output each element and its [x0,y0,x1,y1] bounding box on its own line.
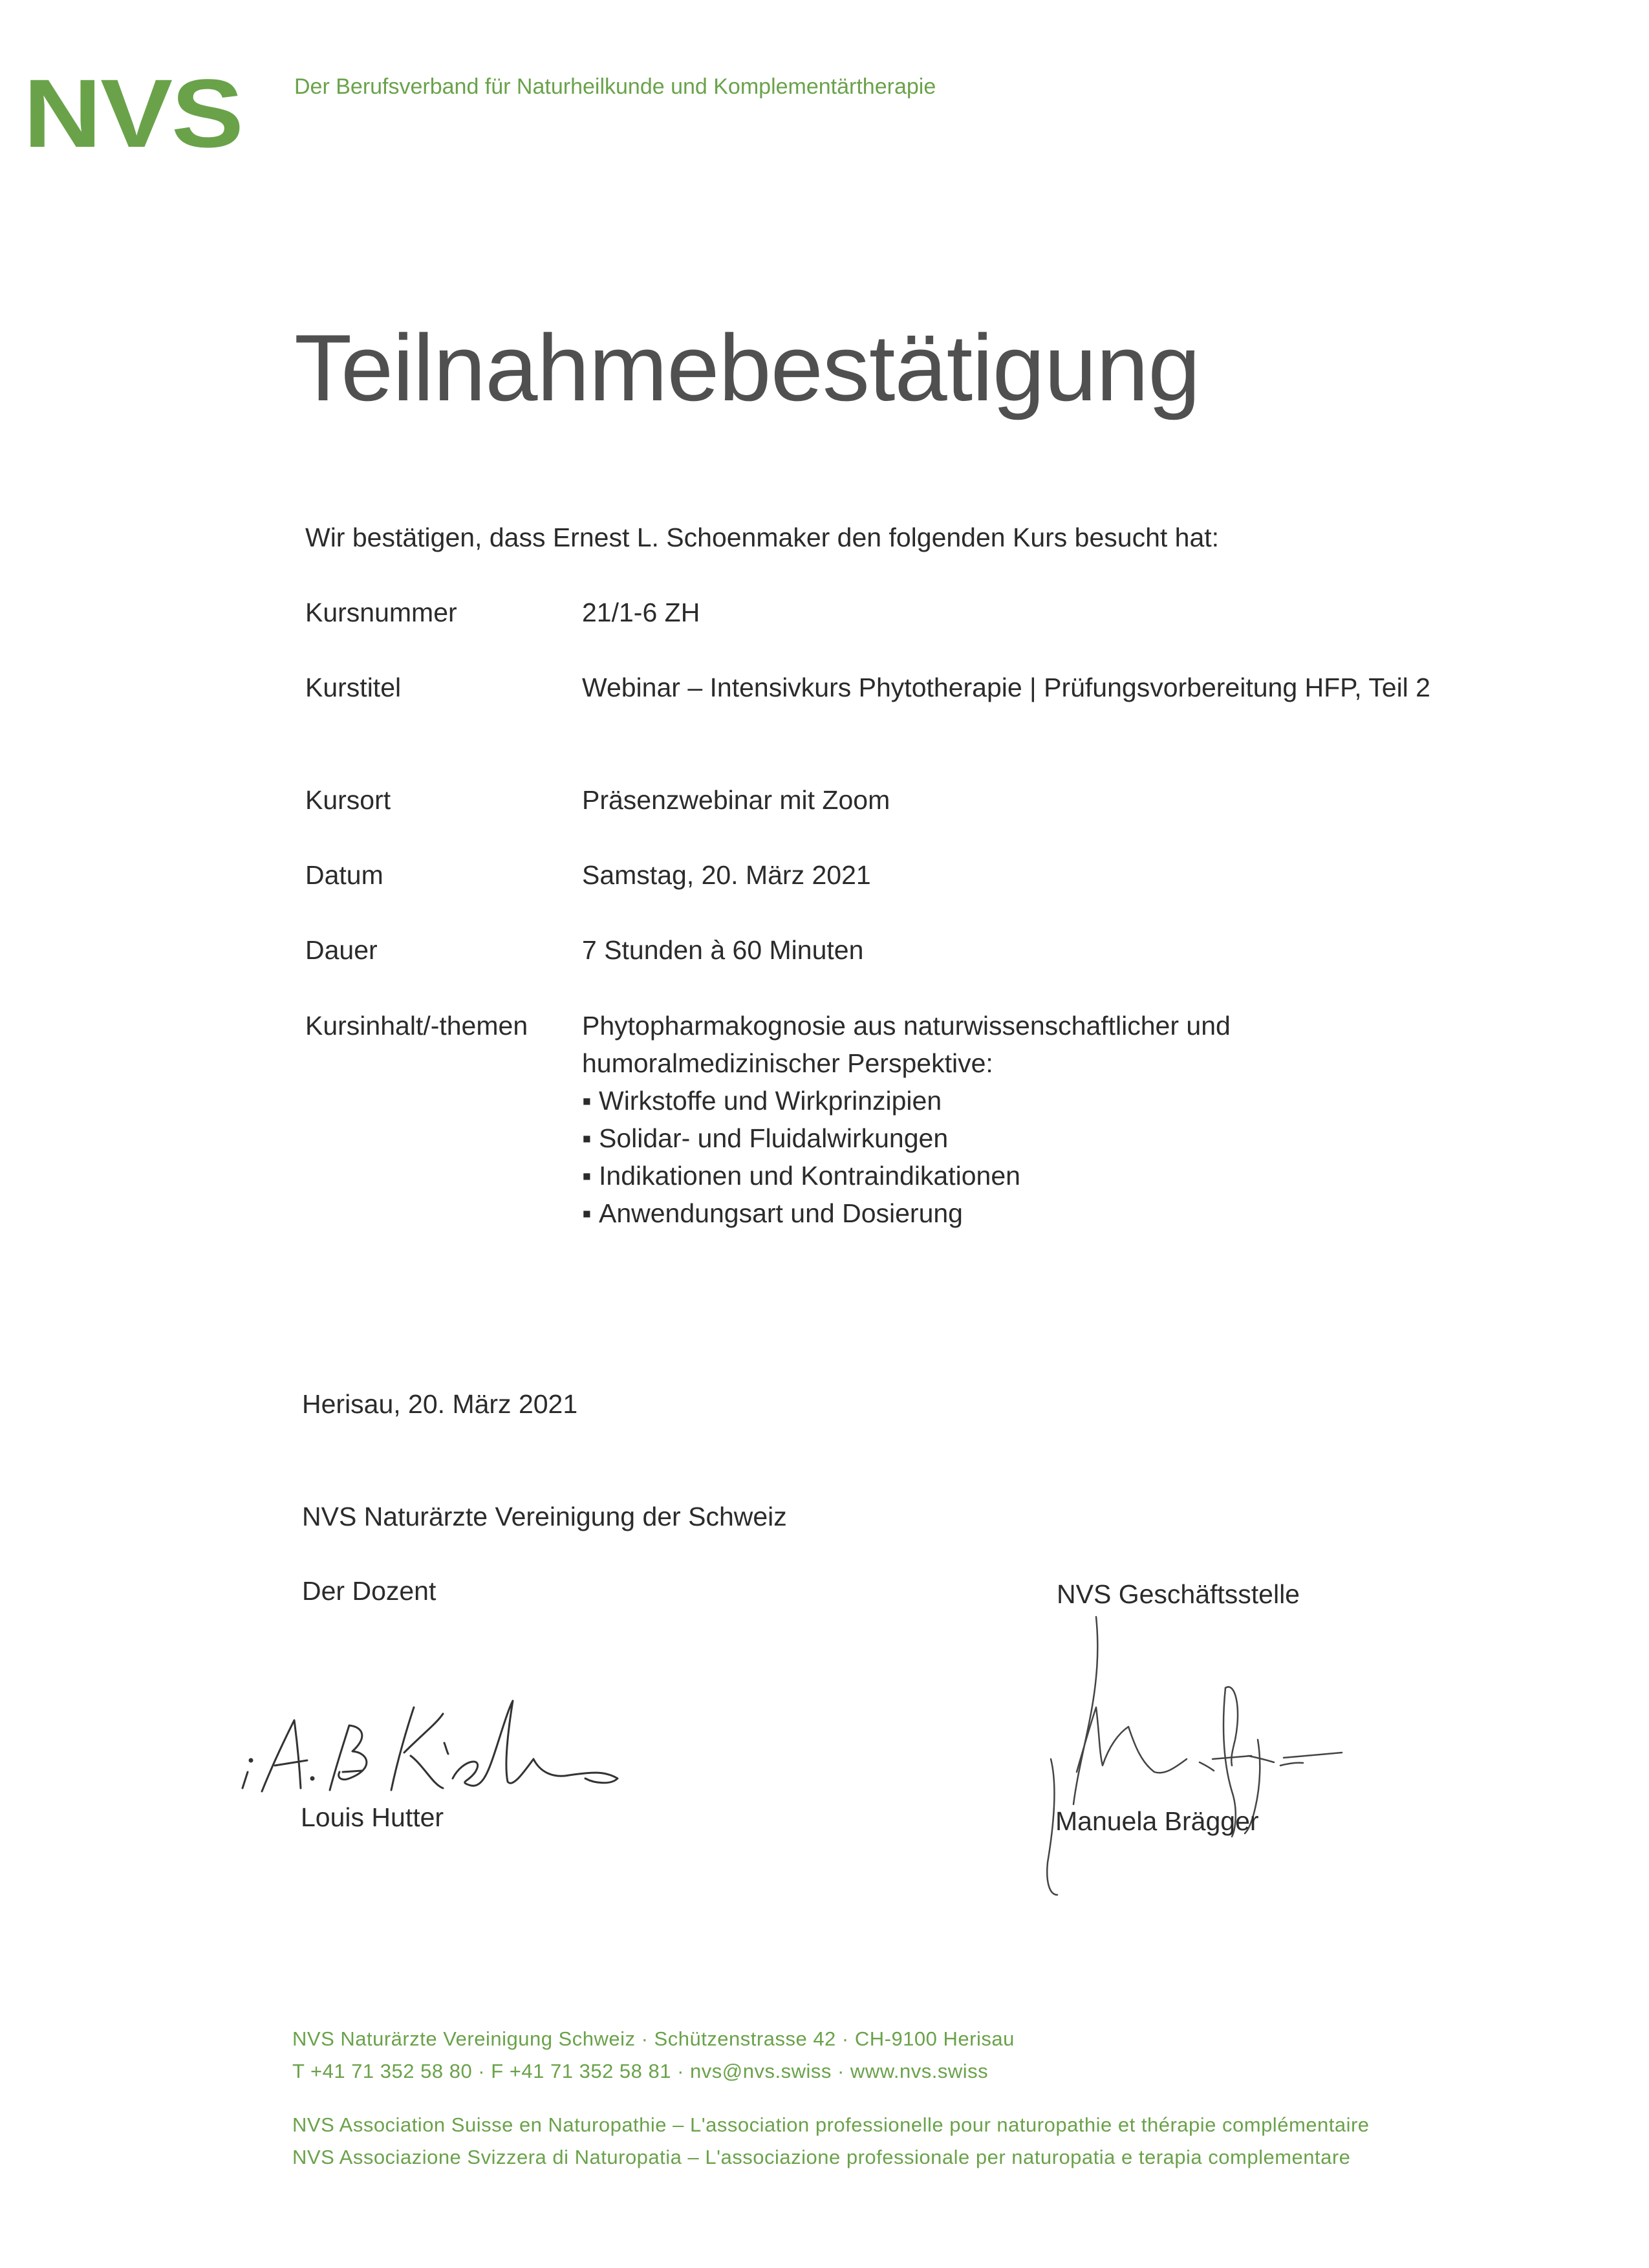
value-datum: Samstag, 20. März 2021 [582,860,871,890]
intro-text: Wir bestätigen, dass Ernest L. Schoenmaker den folgenden Kurs besucht hat: [305,523,1220,552]
nvs-logo: NVS [23,59,242,167]
footer-french: NVS Association Suisse en Naturopathie – L'association professionelle pour naturopathie et thérapie complémentaire [292,2113,1370,2136]
label-datum: Datum [305,860,383,890]
list-item: ▪ Anwendungsart und Dosierung [582,1194,1293,1232]
value-kursort: Präsenzwebinar mit Zoom [582,785,890,815]
kursinhalt-intro: Phytopharmakognosie aus naturwissenschaftlicher und humoralmedizinischer Perspektive: [582,1011,1231,1078]
list-item: ▪ Indikationen und Kontraindikationen [582,1157,1293,1194]
place-date: Herisau, 20. März 2021 [302,1389,578,1419]
label-kursinhalt: Kursinhalt/-themen [305,1011,528,1041]
topics-list [582,1082,1293,1232]
list-item: ▪ Wirkstoffe und Wirkprinzipien [582,1082,1293,1119]
document-title: Teilnahmebestätigung [294,315,1200,420]
list-item: ▪ Solidar- und Fluidalwirkungen [582,1119,1293,1157]
organization-name: NVS Naturärzte Vereinigung der Schweiz [302,1502,787,1531]
label-kursort: Kursort [305,785,391,815]
footer-address: NVS Naturärzte Vereinigung Schweiz · Schützenstrasse 42 · CH-9100 Herisau [292,2027,1015,2050]
value-kursinhalt [582,1007,1293,1232]
label-dauer: Dauer [305,935,378,965]
signature-left [230,1675,643,1804]
value-kurstitel: Webinar – Intensivkurs Phytotherapie | Prüfungsvorbereitung HFP, Teil 2 [582,673,1430,702]
signer-name-right: Manuela Brägger [1055,1806,1259,1836]
label-kurstitel: Kurstitel [305,673,402,702]
signature-right [1038,1610,1426,1921]
footer-italian: NVS Associazione Svizzera di Naturopatia – L'associazione professionale per naturopatia e terapia complementare [292,2146,1351,2168]
footer-contact: T +41 71 352 58 80 · F +41 71 352 58 81 · nvs@nvs.swiss · www.nvs.swiss [292,2060,989,2082]
signer-role-right: NVS Geschäftsstelle [1057,1579,1300,1609]
header-tagline: Der Berufsverband für Naturheilkunde und Komplementärtherapie [294,74,936,99]
value-kursnummer: 21/1-6 ZH [582,598,700,627]
value-dauer: 7 Stunden à 60 Minuten [582,935,864,965]
signer-role-left: Der Dozent [302,1576,436,1606]
signer-name-left: Louis Hutter [301,1802,444,1832]
label-kursnummer: Kursnummer [305,598,457,627]
